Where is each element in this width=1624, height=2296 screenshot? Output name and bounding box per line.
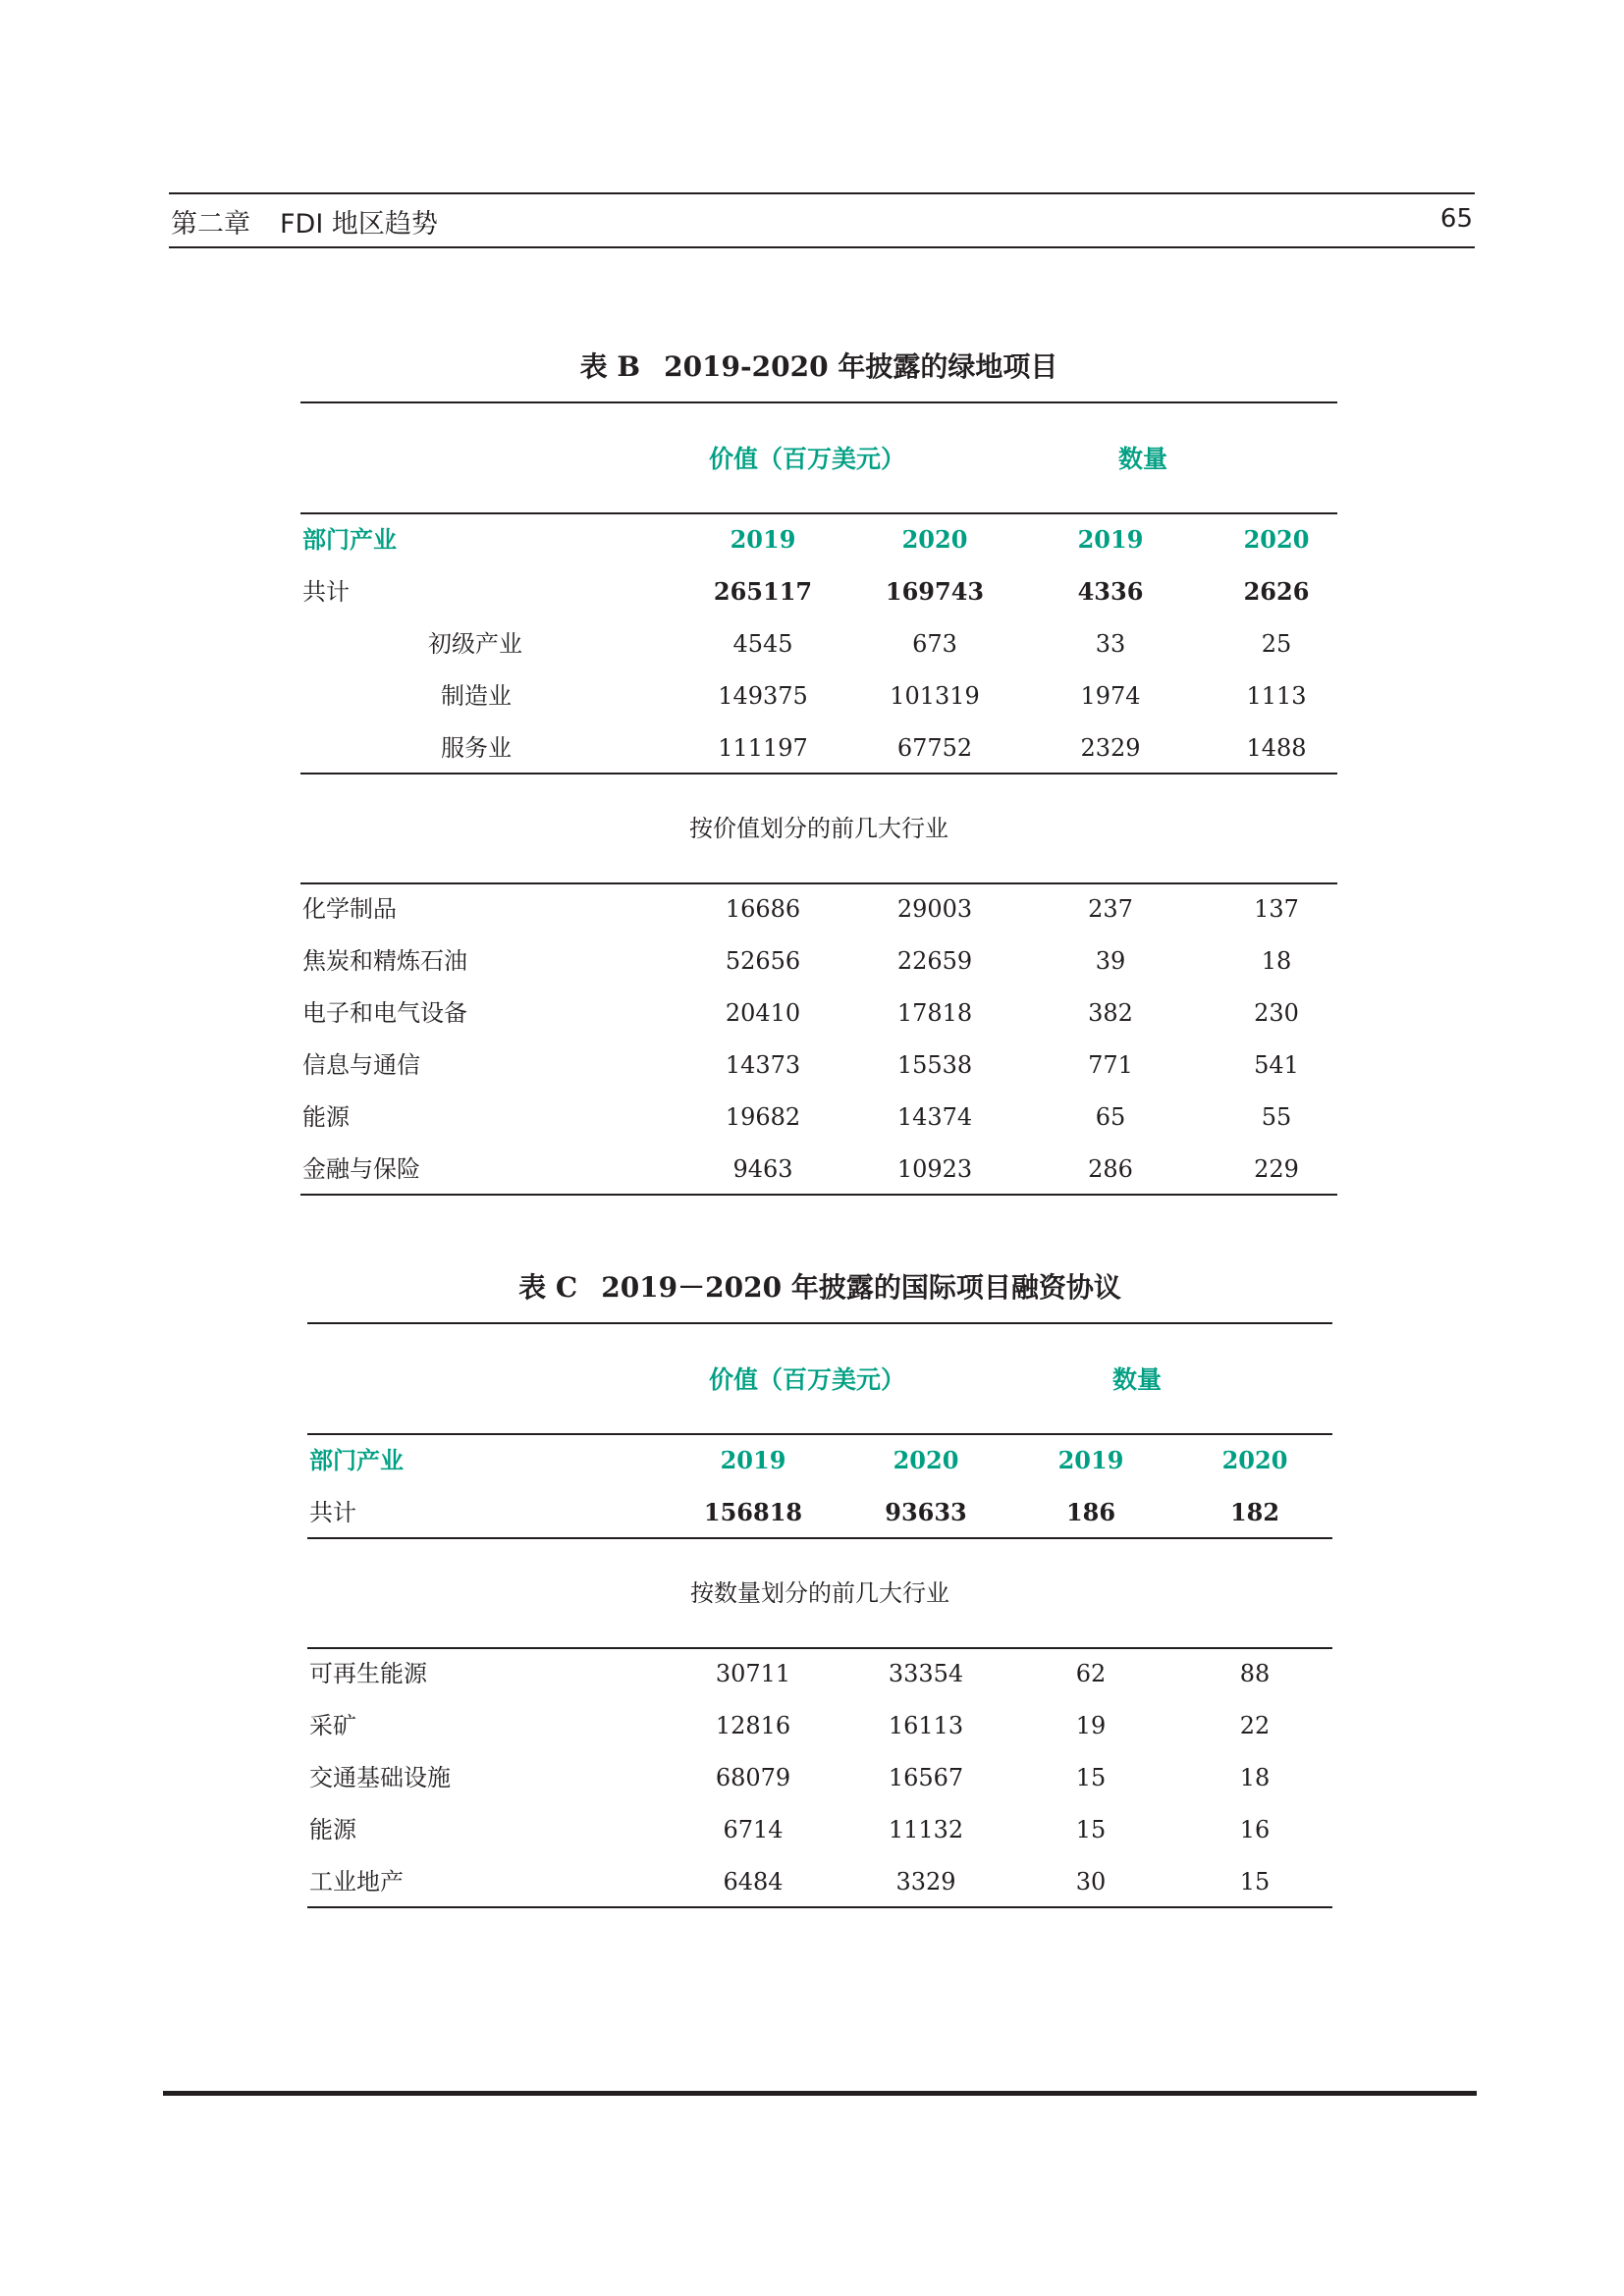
cell: 4545	[732, 630, 793, 658]
table-b-title: 2019-2020 年披露的绿地项目	[664, 350, 1058, 383]
cell: 16567	[888, 1764, 964, 1791]
table-b	[300, 334, 1337, 1198]
table-b-bottom-rule	[300, 1194, 1337, 1196]
col-count-2020: 2020	[1243, 525, 1310, 554]
cell: 29003	[896, 895, 973, 923]
cell: 1488	[1246, 734, 1307, 762]
footer-rule	[163, 2091, 1477, 2096]
table-c-top-rule	[307, 1322, 1332, 1324]
cell: 22	[1239, 1712, 1271, 1739]
table-row	[300, 993, 1337, 1033]
cell: 18	[1261, 947, 1292, 975]
table-c-caption	[307, 1266, 1332, 1306]
table-c-title: 2019－2020 年披露的国际项目融资协议	[601, 1271, 1121, 1304]
chapter-label: 第二章	[171, 209, 250, 240]
cell: 25	[1261, 630, 1292, 658]
cell: 1113	[1246, 682, 1307, 710]
col-sector: 部门产业	[309, 1446, 404, 1474]
cell: 20410	[725, 999, 801, 1027]
cell: 19682	[725, 1103, 801, 1131]
cell: 33354	[888, 1660, 964, 1687]
cell: 673	[912, 630, 957, 658]
cell: 68079	[715, 1764, 791, 1791]
row-label: 金融与保险	[302, 1155, 420, 1183]
cell: 6484	[723, 1868, 784, 1896]
table-row	[307, 1654, 1332, 1693]
table-row	[300, 624, 1337, 664]
cell: 3329	[895, 1868, 956, 1896]
cell: 14373	[725, 1051, 801, 1079]
cell: 22659	[896, 947, 973, 975]
cell: 15	[1239, 1868, 1271, 1896]
cell: 10923	[896, 1155, 973, 1183]
table-b-sector-rule	[300, 773, 1337, 774]
cell: 15538	[896, 1051, 973, 1079]
table-row	[300, 889, 1337, 929]
total-label: 共计	[309, 1499, 356, 1526]
col-value-2019: 2019	[720, 1446, 786, 1474]
total-count-2019: 4336	[1077, 577, 1144, 606]
table-row	[300, 1045, 1337, 1085]
table-row	[307, 1810, 1332, 1849]
cell: 39	[1095, 947, 1126, 975]
cell: 6714	[723, 1816, 784, 1843]
total-count-2020: 2626	[1243, 577, 1310, 606]
table-c-section-label: 按数量划分的前几大行业	[690, 1579, 949, 1607]
col-sector: 部门产业	[302, 525, 397, 554]
table-b-header-rule	[300, 512, 1337, 514]
header-top-rule	[169, 192, 1475, 194]
total-count-2020: 182	[1229, 1498, 1280, 1526]
cell: 67752	[896, 734, 973, 762]
cell: 101319	[890, 682, 980, 710]
table-c-section-rule	[307, 1647, 1332, 1649]
total-value-2020: 169743	[885, 577, 985, 606]
cell: 14374	[896, 1103, 973, 1131]
row-label: 化学制品	[302, 895, 397, 923]
total-count-2019: 186	[1065, 1498, 1116, 1526]
row-label: 焦炭和精炼石油	[302, 947, 467, 975]
cell: 2329	[1080, 734, 1141, 762]
col-value-2020: 2020	[901, 525, 968, 554]
table-c-total-rule	[307, 1537, 1332, 1539]
cell: 11132	[888, 1816, 964, 1843]
table-b-section-rule	[300, 882, 1337, 884]
row-label: 工业地产	[309, 1868, 404, 1896]
cell: 18	[1239, 1764, 1271, 1791]
section-title: FDI 地区趋势	[280, 209, 438, 240]
table-b-group-count: 数量	[1117, 445, 1167, 473]
col-count-2019: 2019	[1077, 525, 1144, 554]
row-label: 电子和电气设备	[302, 999, 467, 1027]
total-value-2020: 93633	[885, 1498, 967, 1526]
row-label: 采矿	[309, 1712, 356, 1739]
cell: 9463	[732, 1155, 793, 1183]
cell: 1974	[1080, 682, 1141, 710]
row-label: 初级产业	[428, 630, 522, 658]
cell: 19	[1075, 1712, 1107, 1739]
running-header	[171, 202, 438, 240]
cell: 15	[1075, 1764, 1107, 1791]
table-c-bottom-rule	[307, 1906, 1332, 1908]
table-c-label: 表 C	[518, 1271, 578, 1304]
table-b-column-header	[300, 520, 1337, 560]
row-label: 能源	[309, 1816, 356, 1843]
table-row	[307, 1706, 1332, 1745]
table-c-total-row	[307, 1493, 1332, 1532]
cell: 55	[1261, 1103, 1292, 1131]
cell: 30	[1075, 1868, 1107, 1896]
table-b-section-label: 按价值划分的前几大行业	[689, 815, 948, 842]
cell: 65	[1095, 1103, 1126, 1131]
cell: 149375	[718, 682, 808, 710]
cell: 62	[1075, 1660, 1107, 1687]
cell: 17818	[896, 999, 973, 1027]
cell: 137	[1254, 895, 1299, 923]
cell: 16	[1239, 1816, 1271, 1843]
col-count-2019: 2019	[1057, 1446, 1124, 1474]
table-c	[307, 1255, 1332, 1912]
cell: 286	[1088, 1155, 1133, 1183]
page-number: 65	[1439, 204, 1473, 234]
row-label: 服务业	[441, 734, 512, 762]
cell: 229	[1254, 1155, 1299, 1183]
cell: 33	[1095, 630, 1126, 658]
cell: 30711	[715, 1660, 791, 1687]
cell: 230	[1254, 999, 1299, 1027]
row-label: 信息与通信	[302, 1051, 420, 1079]
table-b-label: 表 B	[579, 350, 641, 383]
row-label: 可再生能源	[309, 1660, 427, 1687]
table-c-column-header	[307, 1441, 1332, 1480]
table-c-group-value: 价值（百万美元）	[708, 1365, 905, 1394]
cell: 541	[1254, 1051, 1299, 1079]
table-c-header-rule	[307, 1433, 1332, 1435]
cell: 16686	[725, 895, 801, 923]
table-row	[300, 728, 1337, 768]
cell: 111197	[718, 734, 808, 762]
total-value-2019: 156818	[703, 1498, 803, 1526]
total-value-2019: 265117	[713, 577, 813, 606]
table-b-caption	[300, 346, 1337, 385]
cell: 382	[1088, 999, 1133, 1027]
header-bottom-rule	[169, 246, 1475, 248]
table-c-group-count: 数量	[1111, 1365, 1162, 1394]
table-row	[300, 1149, 1337, 1189]
cell: 52656	[725, 947, 801, 975]
cell: 771	[1088, 1051, 1133, 1079]
table-row	[307, 1862, 1332, 1901]
cell: 88	[1239, 1660, 1271, 1687]
cell: 15	[1075, 1816, 1107, 1843]
table-b-top-rule	[300, 401, 1337, 403]
table-row	[307, 1758, 1332, 1797]
col-count-2020: 2020	[1221, 1446, 1288, 1474]
table-b-total-row	[300, 572, 1337, 612]
cell: 16113	[888, 1712, 964, 1739]
row-label: 能源	[302, 1103, 350, 1131]
table-row	[300, 676, 1337, 716]
cell: 237	[1088, 895, 1133, 923]
table-row	[300, 1097, 1337, 1137]
cell: 12816	[715, 1712, 791, 1739]
col-value-2019: 2019	[730, 525, 796, 554]
row-label: 制造业	[441, 682, 512, 710]
row-label: 交通基础设施	[309, 1764, 451, 1791]
table-row	[300, 941, 1337, 981]
table-b-group-value: 价值（百万美元）	[708, 445, 905, 473]
total-label: 共计	[302, 578, 350, 606]
col-value-2020: 2020	[893, 1446, 959, 1474]
